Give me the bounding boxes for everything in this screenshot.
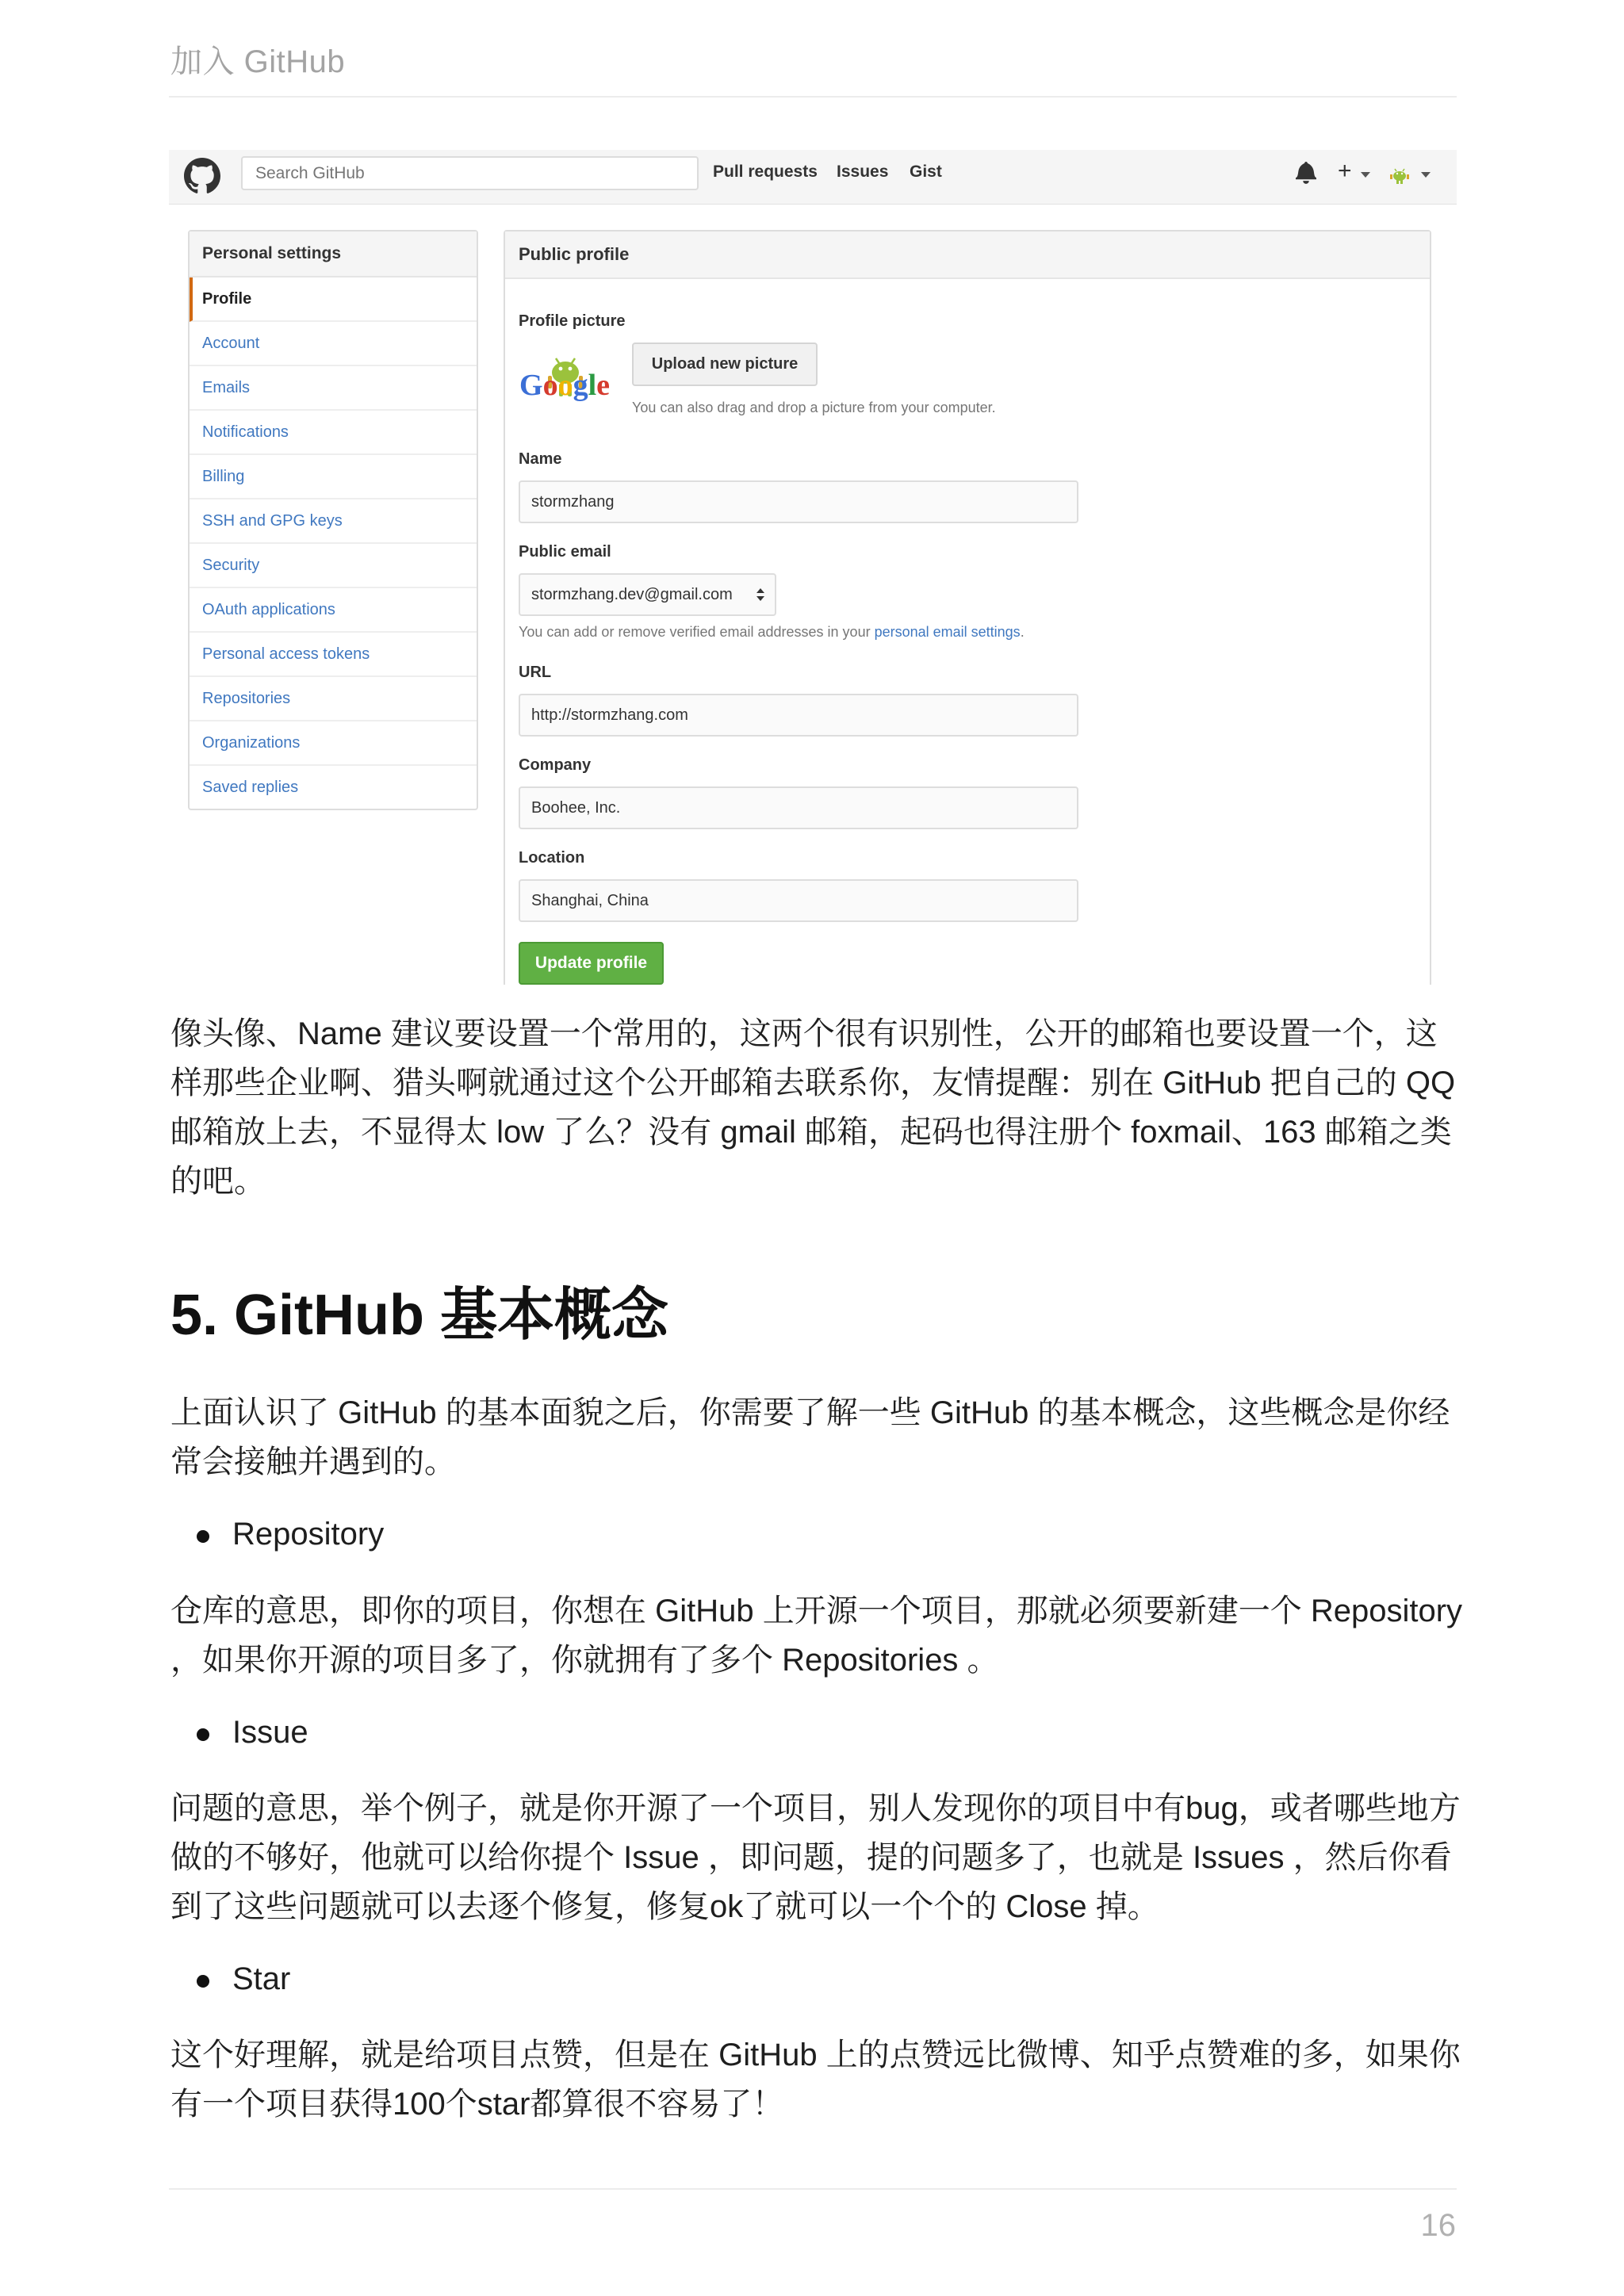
location-input[interactable]: [519, 879, 1078, 922]
company-input[interactable]: [519, 786, 1078, 829]
personal-email-settings-link[interactable]: personal email settings: [874, 624, 1021, 640]
public-email-value: stormzhang.dev@gmail.com: [531, 586, 733, 603]
nav-pull-requests[interactable]: Pull requests: [713, 163, 818, 181]
issue-description: [170, 1784, 1459, 1931]
paragraph-line: 做的不够好，他就可以给你提个 Issue ，即问题，提的问题多了，也就是 Issues ，然后你看: [170, 1840, 1452, 1875]
avatar-letter-6: e: [596, 369, 610, 402]
profile-avatar-image: [519, 350, 611, 415]
bullet-dot: [197, 1728, 209, 1741]
repository-description: [170, 1586, 1463, 1685]
public-profile-panel: [504, 230, 1431, 985]
profile-picture-label: Profile picture: [519, 312, 626, 330]
avatar-letter-5: l: [588, 369, 597, 402]
github-settings-screenshot: [169, 150, 1457, 985]
concept-term-issue: Issue: [232, 1715, 308, 1750]
plus-caret-icon[interactable]: [1361, 172, 1370, 178]
search-input[interactable]: [241, 156, 699, 190]
sidebar-item-security[interactable]: Security: [190, 544, 477, 588]
email-hint: [519, 624, 1025, 641]
profile-advice-paragraph: [170, 1009, 1459, 1206]
nav-gist[interactable]: Gist: [910, 163, 942, 181]
sidebar-title: Personal settings: [190, 232, 477, 277]
footer-divider: [169, 2188, 1457, 2190]
sidebar-item-emails[interactable]: Emails: [190, 366, 477, 411]
plus-icon[interactable]: +: [1338, 158, 1352, 184]
nav-issues[interactable]: Issues: [837, 163, 889, 181]
paragraph-line: 这个好理解，就是给项目点赞，但是在 GitHub 上的点赞远比微博、知乎点赞难的多，如果你: [170, 2038, 1461, 2072]
panel-title: Public profile: [505, 232, 1430, 279]
paragraph-line: 样那些企业啊、猎头啊就通过这个公开邮箱去联系你，友情提醒：别在 GitHub 把自己的 QQ: [170, 1066, 1456, 1100]
star-description: [170, 2030, 1459, 2129]
bullet-dot: [197, 1530, 209, 1543]
company-label: Company: [519, 756, 592, 774]
paragraph-line: 到了这些问题就可以去逐个修复，修复ok了就可以一个个的 Close 掉。: [170, 1889, 1159, 1924]
url-input[interactable]: [519, 694, 1078, 737]
upload-hint: You can also drag and drop a picture from your computer.: [632, 400, 996, 415]
github-octocat-icon[interactable]: [184, 158, 220, 194]
paragraph-line: 问题的意思，举个例子，就是你开源了一个项目，别人发现你的项目中有bug，或者哪些地方: [170, 1791, 1461, 1826]
intro-paragraph: [170, 1388, 1459, 1487]
paragraph-line: 有一个项目获得100个star都算很不容易了！: [170, 2087, 784, 2122]
sidebar-item-billing[interactable]: Billing: [190, 455, 477, 499]
concept-term-repository: Repository: [232, 1517, 385, 1552]
sidebar-item-account[interactable]: Account: [190, 322, 477, 366]
paragraph-line: ，如果你开源的项目多了，你就拥有了多个 Repositories 。: [170, 1643, 999, 1678]
location-label: Location: [519, 849, 585, 867]
sidebar-item-notifications[interactable]: Notifications: [190, 411, 477, 455]
avatar-caret-icon[interactable]: [1421, 172, 1431, 178]
avatar-letter-1: G: [519, 369, 543, 402]
sidebar-item-repositories[interactable]: Repositories: [190, 677, 477, 721]
email-hint-suffix: .: [1020, 624, 1025, 640]
bullet-dot: [197, 1975, 209, 1988]
avatar-letter-3: o: [557, 369, 573, 402]
page-number: 16: [1420, 2208, 1456, 2243]
avatar-letter-2: o: [542, 369, 558, 402]
svg-text:Google: [519, 369, 610, 402]
paragraph-line: 仓库的意思，即你的项目，你想在 GitHub 上开源一个项目，那就必须要新建一个 Repository: [170, 1594, 1463, 1628]
sidebar-item-oauth-applications[interactable]: OAuth applications: [190, 588, 477, 633]
select-arrows-icon: [756, 587, 765, 603]
sidebar-item-organizations[interactable]: Organizations: [190, 721, 477, 766]
sidebar-item-profile[interactable]: Profile: [190, 277, 477, 322]
header-divider: [169, 96, 1457, 98]
name-label: Name: [519, 450, 562, 468]
sidebar-item-ssh-gpg-keys[interactable]: SSH and GPG keys: [190, 499, 477, 544]
upload-picture-button[interactable]: Upload new picture: [632, 342, 818, 386]
sidebar-item-personal-access-tokens[interactable]: Personal access tokens: [190, 633, 477, 677]
concept-term-star: Star: [232, 1961, 291, 1996]
public-email-label: Public email: [519, 543, 611, 561]
bell-icon[interactable]: [1296, 160, 1316, 184]
update-profile-button[interactable]: Update profile: [519, 942, 664, 985]
email-hint-prefix: You can add or remove verified email addresses in your: [519, 624, 875, 640]
paragraph-line: 上面认识了 GitHub 的基本面貌之后，你需要了解一些 GitHub 的基本概念，这些概念是你经: [170, 1395, 1450, 1430]
paragraph-line: 的吧。: [170, 1164, 266, 1199]
avatar-icon[interactable]: [1388, 163, 1411, 186]
sidebar-item-saved-replies[interactable]: Saved replies: [202, 779, 299, 796]
avatar-letter-4: g: [573, 369, 588, 402]
github-topbar: [169, 150, 1457, 205]
paragraph-line: 像头像、Name 建议要设置一个常用的，这两个很有识别性，公开的邮箱也要设置一个，这: [170, 1016, 1438, 1051]
running-header: 加入 GitHub: [170, 44, 346, 79]
paragraph-line: 邮箱放上去，不显得太 low 了么？没有 gmail 邮箱，起码也得注册个 foxmail、163 邮箱之类: [170, 1115, 1452, 1150]
paragraph-line: 常会接触并遇到的。: [170, 1445, 456, 1479]
url-label: URL: [519, 664, 552, 681]
settings-sidebar: [188, 230, 478, 810]
section-title: 5. GitHub 基本概念: [170, 1284, 668, 1347]
name-input[interactable]: [519, 480, 1078, 523]
public-email-select[interactable]: [519, 573, 776, 616]
